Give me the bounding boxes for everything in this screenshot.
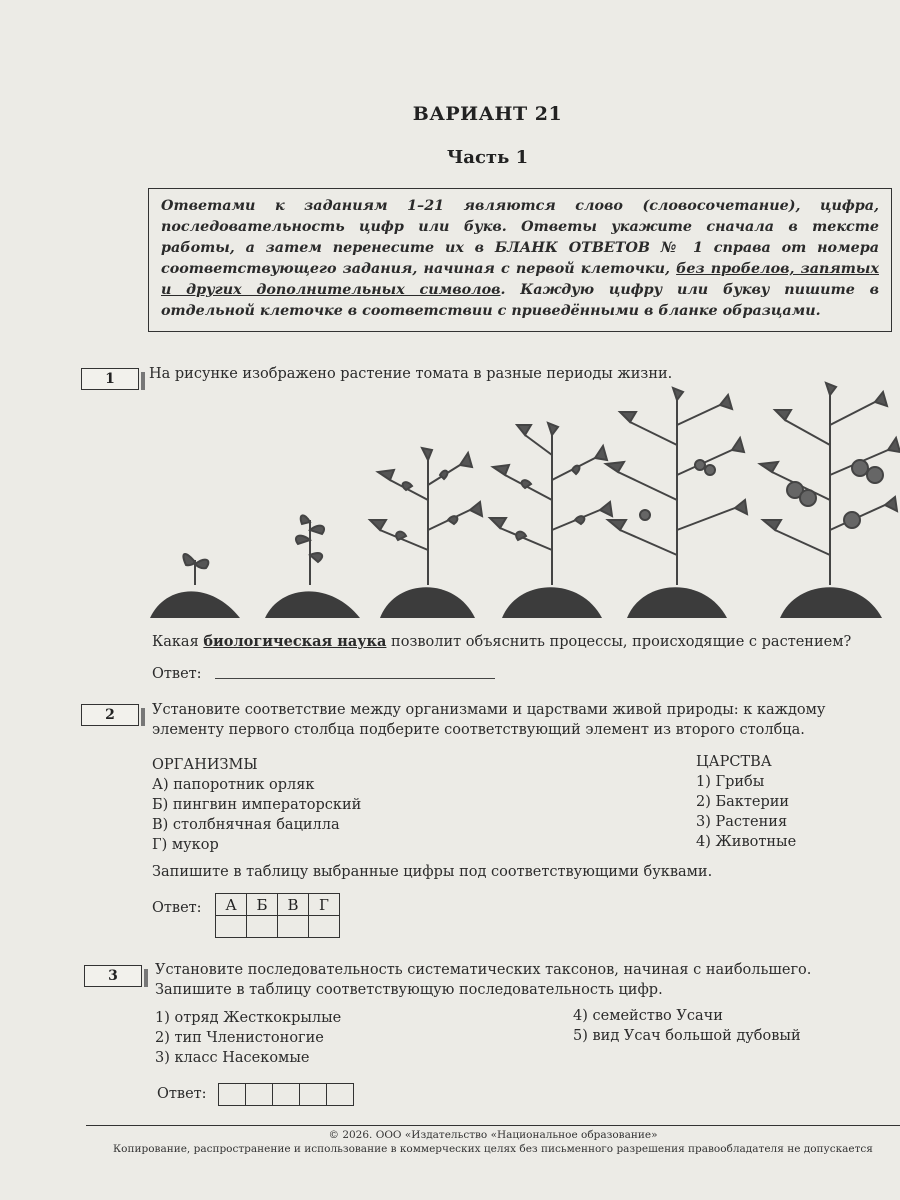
q2-answer-table: [215, 893, 340, 938]
q1-question: [152, 632, 851, 652]
q3-option: 2) тип Членистоногие: [155, 1030, 324, 1046]
footer-notice: Копирование, распространение и использование в коммерческих целях без письменного разрешения правообладателя не допускается: [113, 1143, 873, 1155]
q3-option: 1) отряд Жесткокрылые: [155, 1010, 342, 1026]
instructions-underlined: без пробелов, запятых и других дополнительных символов: [161, 261, 879, 298]
q2-right-item: 4) Животные: [696, 834, 797, 850]
q1-prompt: На рисунке изображено растение томата в разные периоды жизни.: [149, 366, 673, 382]
q2-table-header: Б: [247, 894, 278, 916]
question-number-1: 1: [81, 368, 139, 390]
q2-answer-cell[interactable]: [216, 916, 247, 938]
q2-left-item: В) столбнячная бацилла: [152, 817, 340, 833]
q2-text-line1: Установите соответствие между организмами и царствами живой природы: к каждому: [152, 702, 826, 718]
q2-answer-cell[interactable]: [309, 916, 340, 938]
footer-divider: [86, 1125, 900, 1126]
q1-question-keyword: биологическая наука: [203, 633, 387, 650]
q2-left-item: Г) мукор: [152, 837, 219, 853]
q3-option: 3) класс Насекомые: [155, 1050, 310, 1066]
q2-left-item: Б) пингвин императорский: [152, 797, 362, 813]
q3-answer-label: Ответ:: [157, 1086, 207, 1102]
q3-answer-cell[interactable]: [273, 1084, 300, 1106]
footer-copyright: © 2026. ООО «Издательство «Национальное образование»: [328, 1129, 658, 1141]
q1-answer-field[interactable]: [215, 678, 495, 679]
q3-option: 5) вид Усач большой дубовый: [573, 1028, 801, 1044]
q3-option: 4) семейство Усачи: [573, 1008, 723, 1024]
q2-instruction: Запишите в таблицу выбранные цифры под соответствующими буквами.: [152, 864, 713, 880]
q2-text-line2: элементу первого столбца подберите соответствующий элемент из второго столбца.: [152, 722, 805, 738]
instructions-text-end: . Каждую цифру или букву пишите в отдельной клеточке в соответствии с приведёнными в бланке образцами.: [161, 282, 879, 319]
q2-table-header: Г: [309, 894, 340, 916]
question-number-2: 2: [81, 704, 139, 726]
q2-left-header: ОРГАНИЗМЫ: [152, 757, 258, 773]
q3-answer-cell[interactable]: [246, 1084, 273, 1106]
q2-answer-cell[interactable]: [278, 916, 309, 938]
q2-answer-cell[interactable]: [247, 916, 278, 938]
q3-text-line2: Запишите в таблицу соответствующую последовательность цифр.: [155, 982, 663, 998]
q2-left-item: А) папоротник орляк: [152, 777, 315, 793]
q2-right-item: 1) Грибы: [696, 774, 765, 790]
q1-question-end: позволит объяснить процессы, происходящие с растением?: [386, 634, 852, 650]
q2-right-header: ЦАРСТВА: [696, 754, 772, 770]
q2-answer-label: Ответ:: [152, 900, 202, 916]
q2-table-header: А: [216, 894, 247, 916]
q1-answer-label: Ответ:: [152, 666, 202, 682]
q2-table-header: В: [278, 894, 309, 916]
q3-text-line1: Установите последовательность систематических таксонов, начиная с наибольшего.: [155, 962, 812, 978]
q2-right-item: 2) Бактерии: [696, 794, 790, 810]
q3-answer-cell[interactable]: [300, 1084, 327, 1106]
instructions-text: Ответами к заданиям 1–21 являются слово (словосочетание), цифра, последовательность цифр или букв. Ответы укажите сначала в тексте работы, а затем перенесите их в БЛАНК ОТВЕТОВ № 1 справа от номера соответствующего задания, начиная с первой клеточки,: [161, 198, 879, 277]
q3-answer-cell[interactable]: [219, 1084, 246, 1106]
tomato-growth-illustration: [140, 380, 900, 625]
q3-answer-cell[interactable]: [327, 1084, 354, 1106]
instructions-box: [148, 188, 892, 332]
part-title: Часть 1: [446, 147, 529, 168]
question-number-3: 3: [84, 965, 142, 987]
q3-answer-cells: [218, 1083, 354, 1106]
q2-right-item: 3) Растения: [696, 814, 788, 830]
q1-question-start: Какая: [152, 634, 204, 650]
variant-title: ВАРИАНТ 21: [412, 103, 563, 125]
